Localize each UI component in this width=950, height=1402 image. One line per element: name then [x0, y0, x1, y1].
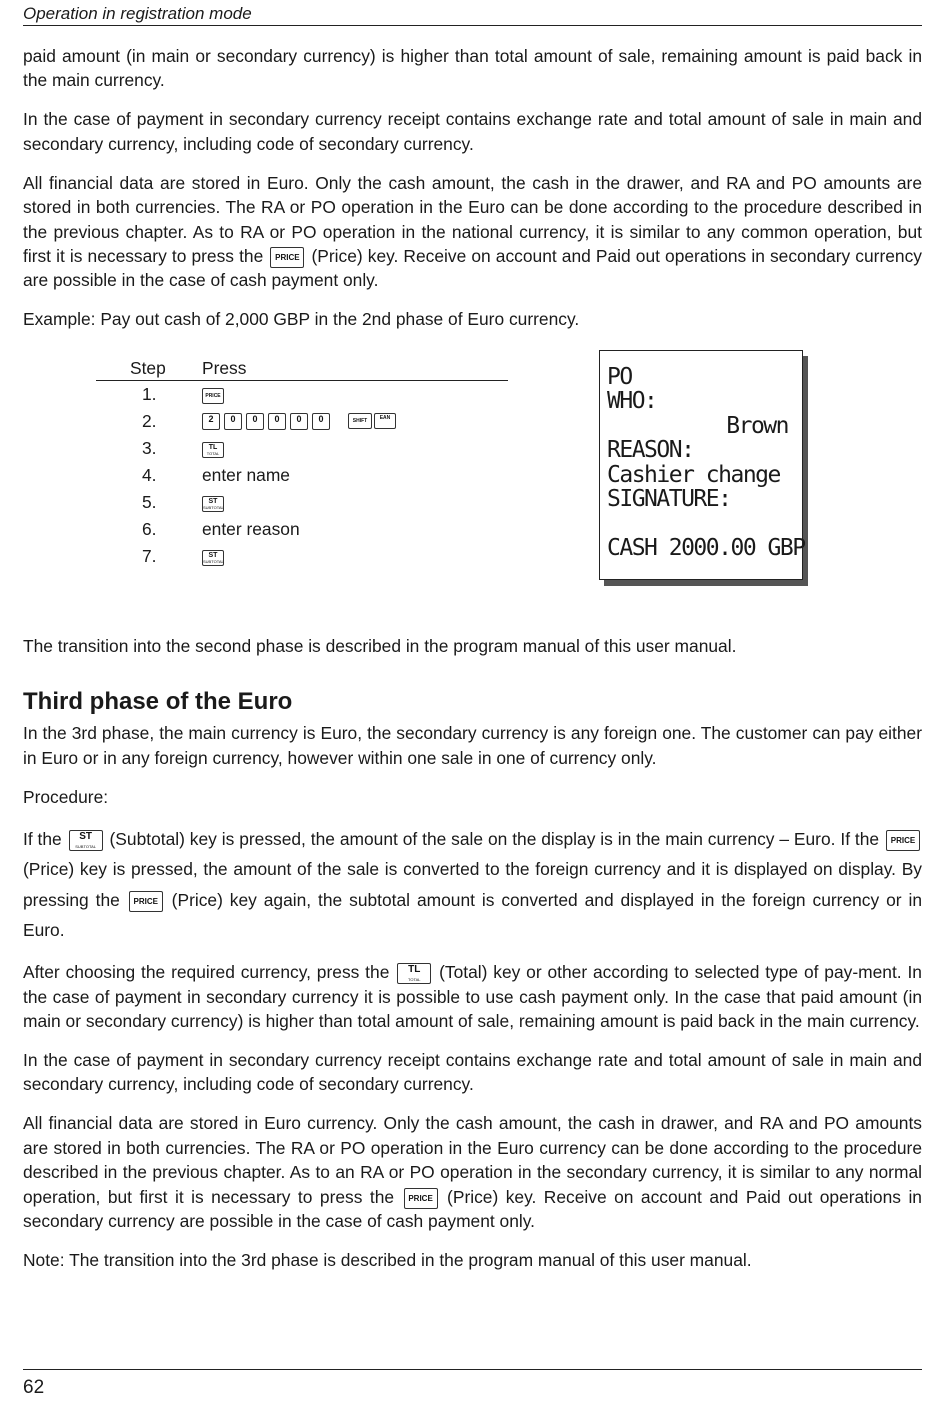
- subtotal-key-icon: ST SUBTOTAL: [69, 830, 103, 851]
- receipt-line: Brown: [726, 412, 788, 439]
- paragraph-transition: The transition into the second phase is described in the program manual of this user manual.: [23, 635, 737, 656]
- total-key-icon: TL TOTAL: [397, 963, 431, 984]
- receipt-line: WHO:: [607, 388, 657, 415]
- header-step: Step: [130, 357, 166, 378]
- price-key-icon: PRICE: [886, 830, 920, 851]
- step-number: 1.: [142, 384, 157, 405]
- text-fragment: After choosing the required currency, press the: [23, 962, 390, 983]
- price-key-icon: PRICE: [202, 388, 224, 404]
- paragraph-financial-data: [23, 171, 922, 293]
- step-action-text: enter name: [202, 465, 290, 486]
- digit-key-icon: 0: [246, 413, 264, 430]
- section-heading: Third phase of the Euro: [23, 688, 293, 716]
- receipt-line: Cashier change: [607, 461, 780, 488]
- total-key-icon: TL TOTAL: [202, 442, 224, 458]
- paragraph-after-choosing: [23, 960, 922, 1033]
- ean-key-icon: EAN: [374, 413, 396, 429]
- text-fragment: If the: [23, 828, 62, 849]
- steps-table: [96, 356, 508, 570]
- paragraph-receipt-info-2: In the case of payment in secondary currency receipt contains exchange rate and total amount of sale in main and secondary currency, including code of secondary currency.: [23, 1050, 922, 1095]
- main-content: [23, 44, 922, 1287]
- digit-key-icon: 0: [224, 413, 242, 430]
- table-row: [96, 435, 508, 462]
- paragraph-procedure: [23, 824, 922, 946]
- paragraph-example: Example: Pay out cash of 2,000 GBP in the 2nd phase of Euro currency.: [23, 309, 580, 330]
- text-fragment: (Subtotal) key is pressed, the amount of the sale on the display is in the main currency – Euro. If the: [109, 828, 880, 849]
- receipt-printout: [599, 350, 803, 580]
- paragraph-receipt-info: In the case of payment in secondary currency receipt contains exchange rate and total amount of sale in main and secondary currency, including code of secondary currency.: [23, 109, 922, 154]
- subtotal-key-icon: ST SUBTOTAL: [203, 551, 224, 564]
- text-fragment: (Price) key. Receive on account and Paid out operations in secondary currency are possible in the case of cash payment only.: [23, 1186, 922, 1232]
- text-fragment: (Price) key. Receive on account and Paid out operations in secondary currency are possible in the case of cash payment only.: [23, 246, 922, 291]
- text-fragment: (Total) key or other according to selected type of pay-ment. In the case of payment in secondary currency it is possible to use cash payment only. In the case that paid amount (in main or secondary currency) is higher than total amount of sale, remaining amount is paid back in the main currency.: [23, 962, 922, 1032]
- receipt-line: SIGNATURE:: [607, 486, 731, 513]
- text-fragment: (Price) key is pressed, the amount of the sale is converted to the foreign currency and it is displayed on display. By pressing the: [23, 859, 922, 910]
- digit-key-icon: 0: [312, 413, 330, 430]
- price-key-icon: PRICE: [129, 891, 163, 912]
- paragraph-paid-back: paid amount (in main or secondary currency) is higher than total amount of sale, remaining amount is paid back in the main currency.: [23, 46, 922, 91]
- digit-key-icon: 0: [268, 413, 286, 430]
- footer-rule: [23, 1369, 922, 1370]
- paragraph-phase3-intro: In the 3rd phase, the main currency is Euro, the secondary currency is any foreign one. The customer can pay either in Euro or in any foreign currency, however within one sale in one of currency only.: [23, 723, 922, 768]
- paragraph-financial-data-2: [23, 1111, 922, 1233]
- price-key-icon: PRICE: [270, 247, 304, 268]
- table-row: [96, 462, 508, 489]
- step-number: 5.: [142, 492, 157, 513]
- step-number: 6.: [142, 519, 157, 540]
- shift-key-icon: SHIFT: [348, 413, 372, 429]
- subtotal-key-icon: ST SUBTOTAL: [203, 497, 224, 510]
- step-number: 3.: [142, 438, 157, 459]
- digit-key-icon: 0: [290, 413, 308, 430]
- text-fragment: All financial data are stored in Euro currency. Only the cash amount, the cash in drawer, and RA and PO amounts are stored in both currencies. The RA or PO operation in the Euro currency can be done according to the procedure described in the previous chapter. As to an RA or PO operation in the secondary currency, it is similar to any normal operation, but first it is necessary to press the: [23, 1113, 922, 1207]
- price-key-icon: PRICE: [404, 1188, 438, 1209]
- receipt-line: PO: [607, 363, 632, 390]
- receipt-line: REASON:: [607, 437, 694, 464]
- table-row: [96, 381, 508, 408]
- paragraph-note: Note: The transition into the 3rd phase is described in the program manual of this user manual.: [23, 1250, 752, 1271]
- procedure-label: Procedure:: [23, 786, 109, 807]
- steps-table-header: [96, 356, 508, 381]
- table-row: [96, 489, 508, 516]
- receipt-line: CASH 2000.00 GBP: [607, 534, 805, 561]
- table-row: [96, 516, 508, 543]
- step-number: 2.: [142, 411, 157, 432]
- page-number: 62: [23, 1377, 45, 1398]
- table-row: [96, 408, 508, 435]
- step-number: 7.: [142, 546, 157, 567]
- text-fragment: All financial data are stored in Euro. Only the cash amount, the cash in the drawer, and RA and PO amounts are stored in both currencies. The RA or PO operation in the Euro can be done according to the procedure described in the previous chapter. As to RA or PO operation in the national currency, it is similar to any common operation, but first it is necessary to press the: [23, 172, 922, 267]
- step-number: 4.: [142, 465, 157, 486]
- digit-key-icon: 2: [202, 413, 220, 430]
- table-row: [96, 543, 508, 570]
- text-fragment: (Price) key again, the subtotal amount is converted and displayed in the foreign currency or in Euro.: [23, 889, 922, 941]
- step-action-text: enter reason: [202, 519, 300, 540]
- header-press: Press: [202, 357, 247, 378]
- example-area: [23, 350, 922, 634]
- running-header: Operation in registration mode: [23, 4, 922, 26]
